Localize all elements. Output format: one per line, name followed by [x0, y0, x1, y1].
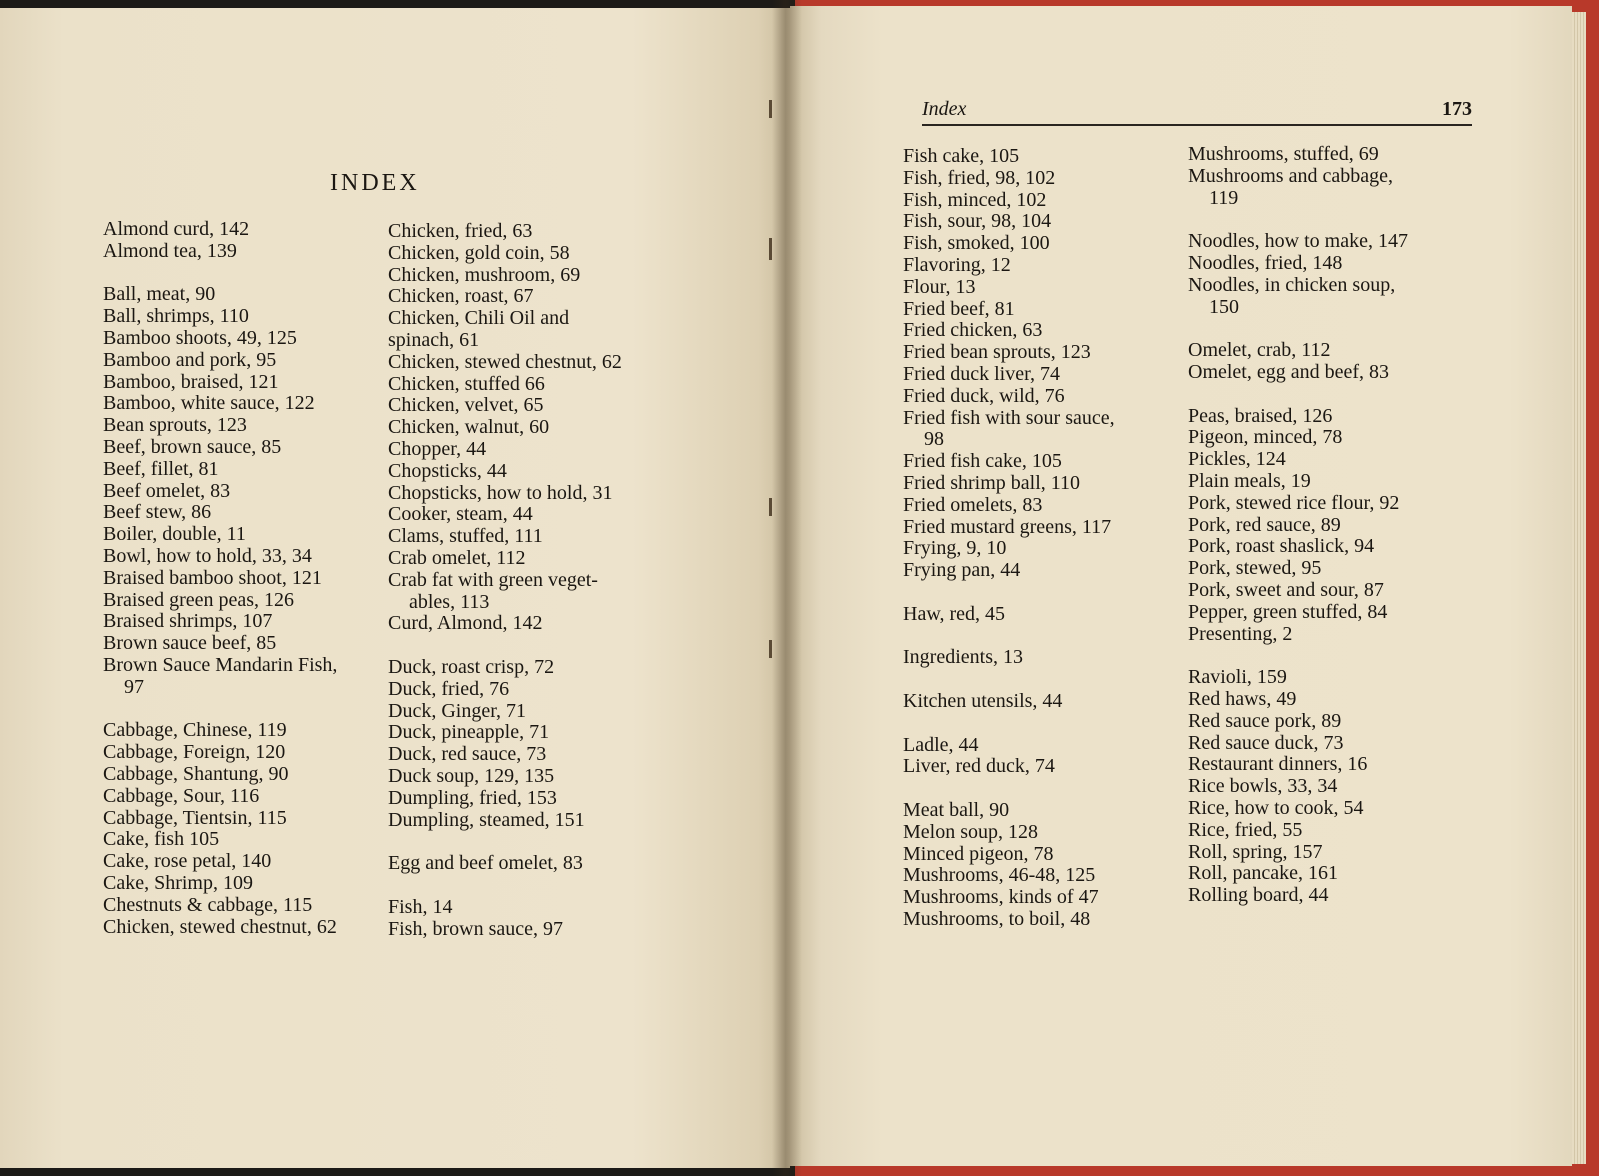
- index-entry: Peas, braised, 126: [1188, 404, 1333, 427]
- index-entry: Mushrooms and cabbage,: [1188, 164, 1393, 187]
- index-entry: Bamboo shoots, 49, 125: [103, 326, 297, 349]
- index-column-left-1: [103, 219, 337, 938]
- binding-mark: [769, 640, 772, 658]
- index-entry: ables, 113: [409, 590, 490, 613]
- index-entry: Mushrooms, stuffed, 69: [1188, 143, 1379, 165]
- index-entry: Omelet, egg and beef, 83: [1188, 360, 1390, 383]
- index-entry: Pork, stewed rice flour, 92: [1188, 491, 1400, 514]
- index-entry: Roll, pancake, 161: [1188, 862, 1338, 885]
- index-entry: Chicken, mushroom, 69: [388, 263, 581, 286]
- index-entry: Fish, minced, 102: [903, 188, 1047, 211]
- index-entry: Bamboo and pork, 95: [103, 348, 277, 371]
- page-number: 173: [1442, 98, 1472, 120]
- entry-gap: [1188, 209, 1408, 231]
- index-entry: Egg and beef omelet, 83: [388, 852, 583, 875]
- index-entry: Boiler, double, 11: [103, 523, 246, 546]
- index-entry: Pork, sweet and sour, 87: [1188, 578, 1384, 601]
- index-entry: Fish, 14: [388, 895, 453, 918]
- index-entry: Beef, fillet, 81: [103, 457, 219, 480]
- index-entry: Duck, red sauce, 73: [388, 743, 547, 766]
- index-entry: Chicken, Chili Oil and: [388, 307, 570, 330]
- index-column-right-1: [903, 146, 1115, 931]
- index-entry: Fish cake, 105: [903, 145, 1020, 167]
- index-entry: Roll, spring, 157: [1188, 840, 1323, 863]
- index-entry: spinach, 61: [388, 328, 480, 351]
- binding-mark: [769, 100, 772, 118]
- index-entry: Duck, fried, 76: [388, 677, 510, 700]
- index-entry: Fried chicken, 63: [903, 319, 1043, 342]
- index-entry: Kitchen utensils, 44: [903, 689, 1063, 712]
- index-entry: Flour, 13: [903, 275, 976, 298]
- index-entry: Presenting, 2: [1188, 622, 1293, 645]
- running-title: Index: [922, 98, 967, 120]
- index-entry: Almond curd, 142: [103, 218, 250, 240]
- index-entry: Rice, how to cook, 54: [1188, 796, 1364, 819]
- entry-gap: [903, 582, 1115, 604]
- index-entry: Red sauce duck, 73: [1188, 731, 1344, 754]
- index-entry: Duck, Ginger, 71: [388, 699, 527, 722]
- index-entry: Cake, rose petal, 140: [103, 850, 272, 873]
- index-entry: Duck, pineapple, 71: [388, 721, 550, 744]
- index-entry: Chopsticks, how to hold, 31: [388, 481, 613, 504]
- index-entry: Chicken, stuffed 66: [388, 372, 545, 395]
- index-entry: Meat ball, 90: [903, 798, 1010, 821]
- index-entry: Crab fat with green veget-: [388, 568, 598, 591]
- entry-gap: [388, 635, 622, 657]
- index-entry: Mushrooms, kinds of 47: [903, 886, 1099, 909]
- page-title: INDEX: [330, 170, 420, 196]
- index-entry: Cabbage, Foreign, 120: [103, 741, 286, 764]
- index-entry: 98: [924, 428, 944, 451]
- index-entry: Chicken, walnut, 60: [388, 416, 550, 439]
- index-entry: Red sauce pork, 89: [1188, 709, 1342, 732]
- index-entry: Cake, fish 105: [103, 828, 220, 851]
- index-entry: Brown sauce beef, 85: [103, 632, 277, 655]
- index-entry: Fish, sour, 98, 104: [903, 210, 1052, 233]
- entry-gap: [1188, 318, 1408, 340]
- entry-gap: [1188, 645, 1408, 667]
- index-entry: Braised shrimps, 107: [103, 610, 273, 633]
- index-entry: Cabbage, Sour, 116: [103, 784, 260, 807]
- index-entry: Braised green peas, 126: [103, 588, 295, 611]
- index-entry: Fried duck liver, 74: [903, 362, 1060, 385]
- index-entry: 150: [1209, 295, 1239, 318]
- index-entry: Fried beef, 81: [903, 297, 1015, 320]
- index-entry: Dumpling, fried, 153: [388, 786, 557, 809]
- index-entry: Brown Sauce Mandarin Fish,: [103, 653, 338, 676]
- index-entry: Plain meals, 19: [1188, 469, 1311, 492]
- index-entry: Omelet, crab, 112: [1188, 339, 1331, 362]
- index-entry: Cooker, steam, 44: [388, 503, 533, 526]
- index-entry: Ingredients, 13: [903, 646, 1023, 669]
- index-entry: Red haws, 49: [1188, 687, 1297, 710]
- index-entry: Pork, stewed, 95: [1188, 557, 1322, 580]
- index-entry: Chicken, fried, 63: [388, 220, 533, 242]
- index-entry: Fried duck, wild, 76: [903, 384, 1065, 407]
- index-entry: Ball, shrimps, 110: [103, 305, 249, 328]
- index-entry: Curd, Almond, 142: [388, 612, 543, 635]
- index-entry: Crab omelet, 112: [388, 546, 526, 569]
- index-entry: Restaurant dinners, 16: [1188, 753, 1368, 776]
- index-entry: Melon soup, 128: [903, 820, 1038, 843]
- index-entry: Mushrooms, to boil, 48: [903, 907, 1091, 930]
- entry-gap: [388, 875, 622, 897]
- index-entry: Frying pan, 44: [903, 559, 1021, 582]
- index-entry: Beef omelet, 83: [103, 479, 231, 502]
- index-entry: Braised bamboo shoot, 121: [103, 566, 322, 589]
- index-entry: Duck soup, 129, 135: [388, 764, 555, 787]
- index-entry: Fried mustard greens, 117: [903, 515, 1112, 538]
- index-entry: Pork, red sauce, 89: [1188, 513, 1341, 536]
- index-entry: Fried fish cake, 105: [903, 450, 1062, 473]
- index-entry: Bamboo, braised, 121: [103, 370, 279, 393]
- book-gutter: [772, 0, 802, 1176]
- entry-gap: [903, 626, 1115, 648]
- binding-mark: [769, 498, 772, 516]
- index-entry: Fish, smoked, 100: [903, 232, 1050, 255]
- index-entry: Flavoring, 12: [903, 253, 1011, 276]
- index-entry: Chestnuts & cabbage, 115: [103, 893, 313, 916]
- index-entry: Haw, red, 45: [903, 602, 1006, 625]
- index-entry: Ladle, 44: [903, 733, 979, 756]
- binding-mark: [769, 238, 772, 260]
- index-entry: Pickles, 124: [1188, 448, 1286, 471]
- index-entry: Pork, roast shaslick, 94: [1188, 535, 1375, 558]
- index-entry: Cabbage, Tientsin, 115: [103, 806, 287, 829]
- index-entry: Clams, stuffed, 111: [388, 525, 543, 548]
- index-entry: Rolling board, 44: [1188, 884, 1329, 907]
- index-entry: Chopper, 44: [388, 437, 487, 460]
- index-entry: 97: [124, 675, 144, 698]
- index-entry: Cabbage, Shantung, 90: [103, 762, 289, 785]
- running-head: [922, 98, 1472, 126]
- index-entry: Cake, Shrimp, 109: [103, 871, 253, 894]
- index-entry: Chopsticks, 44: [388, 459, 507, 482]
- index-entry: Noodles, in chicken soup,: [1188, 273, 1396, 296]
- entry-gap: [103, 699, 337, 721]
- index-entry: Chicken, stewed chestnut, 62: [388, 350, 622, 373]
- index-entry: Frying, 9, 10: [903, 537, 1007, 560]
- index-column-left-2: [388, 221, 622, 940]
- index-entry: Rice bowls, 33, 34: [1188, 775, 1338, 798]
- index-entry: Chicken, roast, 67: [388, 285, 534, 308]
- index-entry: Dumpling, steamed, 151: [388, 808, 585, 831]
- index-entry: Chicken, stewed chestnut, 62: [103, 915, 337, 938]
- entry-gap: [903, 713, 1115, 735]
- entry-gap: [388, 831, 622, 853]
- index-entry: Pepper, green stuffed, 84: [1188, 600, 1388, 623]
- entry-gap: [903, 778, 1115, 800]
- index-entry: Bean sprouts, 123: [103, 414, 247, 437]
- entry-gap: [903, 669, 1115, 691]
- index-entry: Chicken, velvet, 65: [388, 394, 544, 417]
- index-entry: Fried fish with sour sauce,: [903, 406, 1115, 429]
- index-entry: Cabbage, Chinese, 119: [103, 719, 287, 742]
- index-entry: Mushrooms, 46-48, 125: [903, 864, 1096, 887]
- index-entry: Rice, fried, 55: [1188, 818, 1303, 841]
- index-entry: Fried omelets, 83: [903, 493, 1043, 516]
- index-entry: Ball, meat, 90: [103, 283, 216, 306]
- index-entry: Pigeon, minced, 78: [1188, 426, 1343, 449]
- index-entry: Fried bean sprouts, 123: [903, 341, 1091, 364]
- index-entry: Beef, brown sauce, 85: [103, 435, 282, 458]
- index-entry: Fish, brown sauce, 97: [388, 917, 563, 940]
- index-entry: Ravioli, 159: [1188, 666, 1287, 689]
- index-entry: Bowl, how to hold, 33, 34: [103, 544, 312, 567]
- index-entry: Almond tea, 139: [103, 239, 237, 262]
- index-entry: Bamboo, white sauce, 122: [103, 392, 315, 415]
- index-entry: Beef stew, 86: [103, 501, 212, 524]
- index-entry: Chicken, gold coin, 58: [388, 241, 570, 264]
- index-entry: 119: [1209, 186, 1239, 209]
- index-entry: Noodles, fried, 148: [1188, 251, 1343, 274]
- index-entry: Duck, roast crisp, 72: [388, 655, 555, 678]
- index-entry: Minced pigeon, 78: [903, 842, 1054, 865]
- index-entry: Liver, red duck, 74: [903, 755, 1055, 778]
- index-entry: Fish, fried, 98, 102: [903, 166, 1056, 189]
- index-entry: Fried shrimp ball, 110: [903, 471, 1081, 494]
- index-entry: Noodles, how to make, 147: [1188, 230, 1408, 253]
- page-stack-edge: [1572, 12, 1586, 1164]
- entry-gap: [1188, 384, 1408, 406]
- index-column-right-2: [1188, 144, 1408, 907]
- entry-gap: [103, 263, 337, 285]
